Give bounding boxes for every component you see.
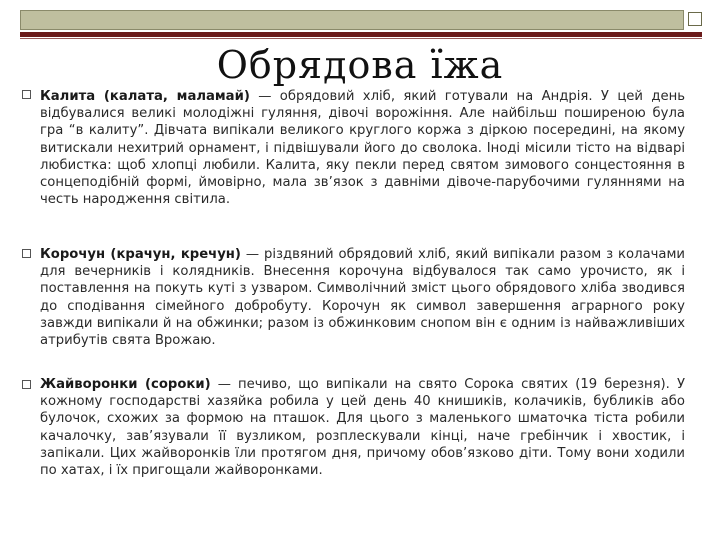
header-corner-square	[688, 12, 702, 26]
header-rule	[20, 32, 702, 37]
text-zhaivoronky: — печиво, що випікали на свято Сорока святих (19 березня). У кожному господарстві хазяйка робила у цей день 40 книшиків, колачиків, бубликів або булочок, схожих за формою на пташок. Для цього з маленького шматочка тіста робили качалочку, зав’язували її вузликом, розплескували кінці, наче гребінчик і хвостик, і запікали. Цих жайворонків їли протягом дня, причому обов’язково діти. Тому вони ходили по хатах, і їх пригощали жайворонками.	[40, 377, 686, 479]
paragraph-korochun	[40, 246, 685, 349]
slide-title: Обрядова їжа	[216, 43, 504, 87]
term-korochun: Корочун (крачун, кречун)	[40, 247, 241, 262]
paragraph-zhaivoronky	[40, 376, 685, 479]
term-zhaivoronky: Жайворонки (сороки)	[40, 377, 211, 392]
bullet-square-icon	[22, 380, 31, 389]
header-band	[20, 10, 684, 30]
bullet-square-icon	[22, 249, 31, 258]
text-korochun: — різдвяний обрядовий хліб, який випікали разом з колачами для вечерників і колядників. Внесення корочуна відбувалося так само урочисто, як і поставлення на покуть куті з узваром. Символічний зміст цього обрядового хліба зводився до сподівання сімейного добробуту. Корочун як символ завершення аграрного року завжди випікали й на обжинки; разом із обжинковим снопом він є одним із найважливіших атрибутів свята Врожаю.	[40, 247, 685, 349]
paragraph-kalyta	[40, 88, 685, 208]
bullet-square-icon	[22, 90, 31, 99]
term-kalyta: Калита (калата, маламай)	[40, 89, 250, 104]
text-kalyta: — обрядовий хліб, який готували на Андрія. У цей день відбувалися великі молодіжні гуляння, дівочі ворожіння. Але найбільш поширеною була гра “в калиту”. Дівчата випікали великого круглого коржа з діркою посередині, на якому витискали нехитрий орнамент, і підвішували його до сволока. Іноді місили тісто на відварі любистка: щоб хлопці любили. Калита, яку пекли перед святом зимового сонцестояння в сонцеподібній формі, ймовірно, мала зв’язок з давніми дівоче-парубочими гуляннями на честь народження світила.	[40, 89, 685, 208]
